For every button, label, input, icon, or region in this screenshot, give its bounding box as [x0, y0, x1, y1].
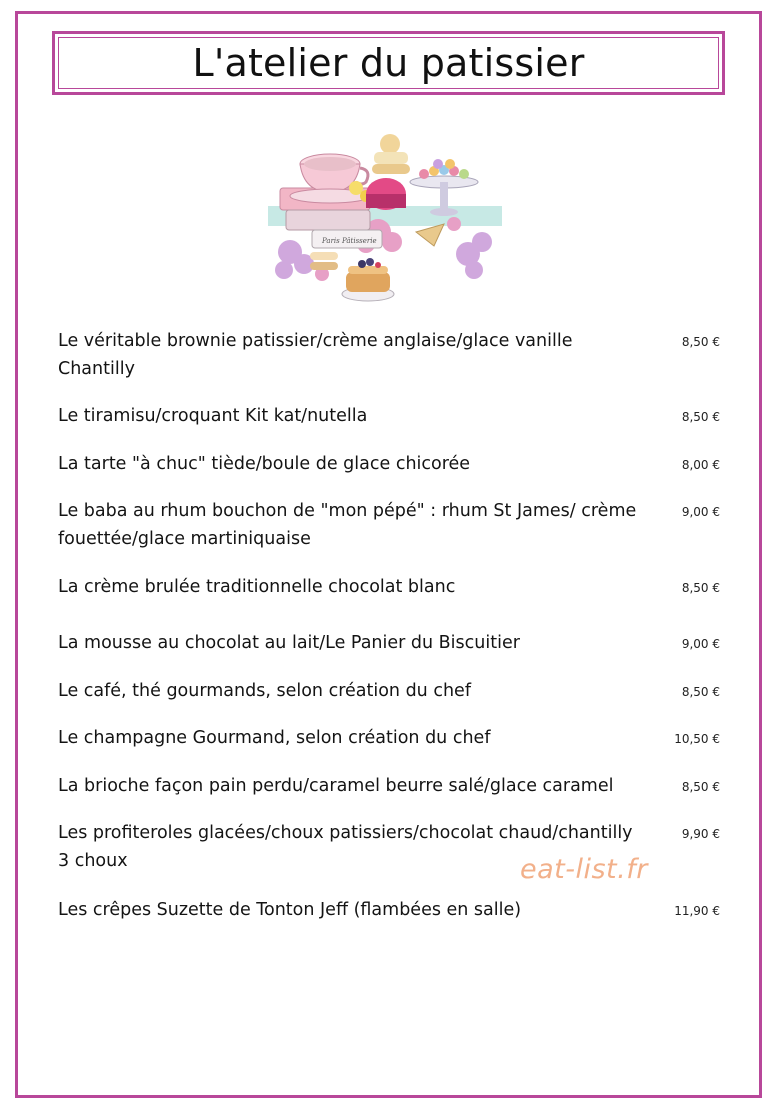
menu-item-name: Les profiteroles glacées/choux patissiers/chocolat chaud/chantilly 3 choux — [58, 823, 633, 871]
menu-item-price: 8,50 € — [681, 410, 720, 424]
menu-item-name: La mousse au chocolat au lait/Le Panier du Biscuitier — [58, 633, 520, 653]
menu-item-name: La brioche façon pain perdu/caramel beurre salé/glace caramel — [58, 776, 614, 796]
menu-item-price: 10,50 € — [674, 732, 720, 746]
illustration-inscription: Paris Pâtisserie — [322, 237, 377, 245]
menu-item-name: Les crêpes Suzette de Tonton Jeff (flambées en salle) — [58, 900, 522, 920]
title-box — [52, 31, 725, 95]
menu-item-price: 9,00 € — [681, 505, 720, 519]
menu-item-name: Le véritable brownie patissier/crème anglaise/glace vanille Chantilly — [58, 331, 573, 379]
menu-item-price: 8,50 € — [681, 581, 720, 595]
menu-item-price: 11,90 € — [674, 904, 720, 918]
menu-item-price: 8,50 € — [681, 335, 720, 349]
menu-item-name: Le tiramisu/croquant Kit kat/nutella — [58, 406, 368, 426]
menu-item-name: Le café, thé gourmands, selon création du chef — [58, 681, 471, 701]
menu-item-name: La tarte "à chuc" tiède/boule de glace chicorée — [58, 454, 471, 474]
watermark: eat-list.fr — [520, 854, 648, 885]
menu-item-price: 8,50 € — [681, 780, 720, 794]
menu-item-price: 9,00 € — [681, 637, 720, 651]
pastry-illustration-icon — [268, 124, 508, 310]
menu-item-name: La crème brulée traditionnelle chocolat blanc — [58, 577, 456, 597]
menu-item-name: Le baba au rhum bouchon de "mon pépé" : rhum St James/ crème fouettée/glace martiniquaise — [58, 501, 637, 549]
menu-item-price: 8,50 € — [681, 685, 720, 699]
menu-item-name: Le champagne Gourmand, selon création du chef — [58, 728, 491, 748]
menu-item-price: 9,90 € — [681, 827, 720, 841]
menu-item-price: 8,00 € — [681, 458, 720, 472]
page-title: L'atelier du patissier — [192, 41, 585, 85]
